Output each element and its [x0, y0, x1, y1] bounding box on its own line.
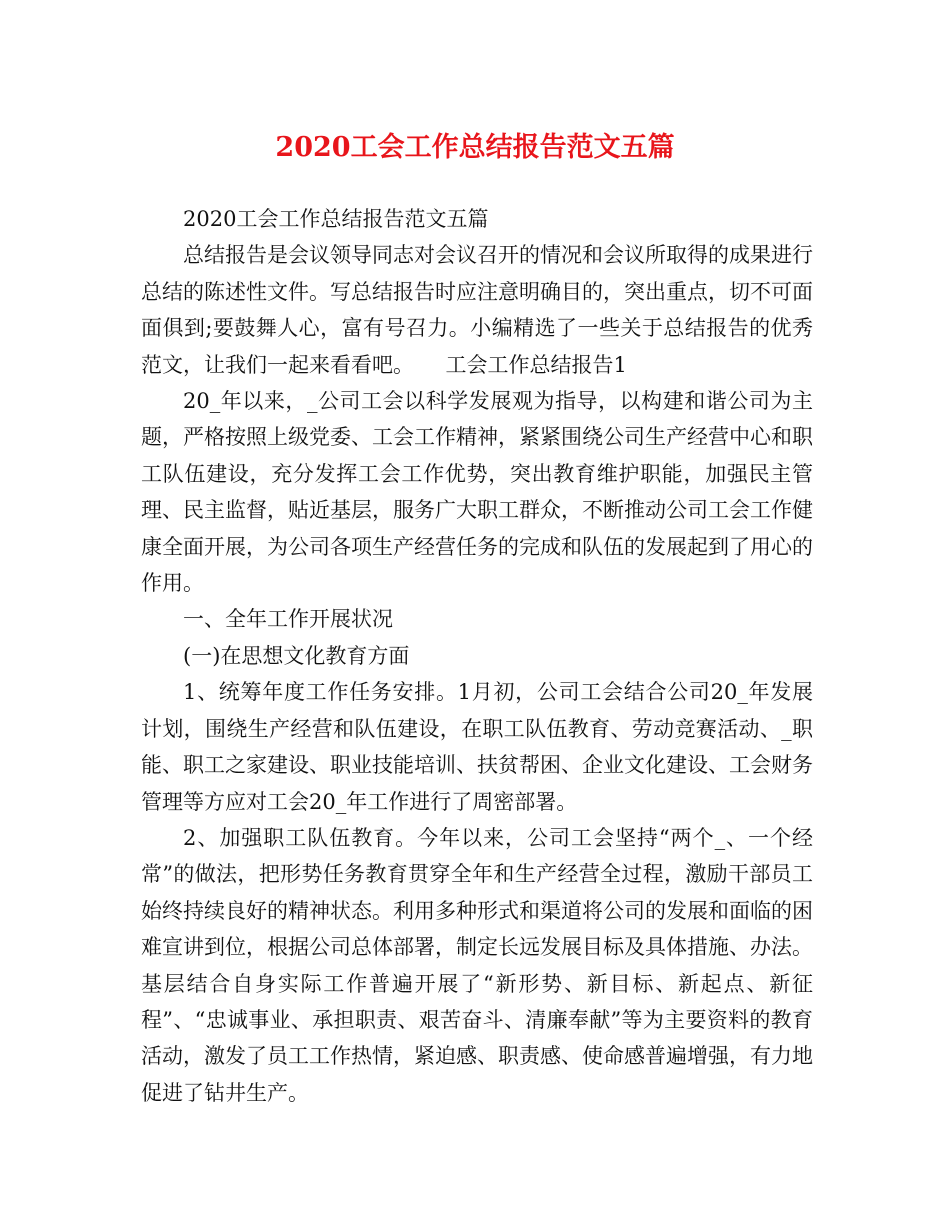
paragraph-item-1: 1、统筹年度工作任务安排。1月初，公司工会结合公司20_年发展计划，围绕生产经营和队伍建设，在职工队伍教育、劳动竞赛活动、_职能、职工之家建设、职业技能培训、扶贫帮困、企业文化建设、工会财务管理等方应对工会20_年工作进行了周密部署。: [141, 680, 813, 814]
document-body: [141, 201, 813, 1111]
paragraph-overview: 20_年以来，_公司工会以科学发展观为指导，以构建和谐公司为主题，严格按照上级党委、工会工作精神，紧紧围绕公司生产经营中心和职工队伍建设，充分发挥工会工作优势，突出教育维护职能，加强民主管理、民主监督，贴近基层，服务广大职工群众，不断推动公司工会工作健康全面开展，为公司各项生产经营任务的完成和队伍的发展起到了用心的作用。: [141, 389, 813, 596]
paragraph-intro: 总结报告是会议领导同志对会议召开的情况和会议所取得的成果进行总结的陈述性文件。写总结报告时应注意明确目的，突出重点，切不可面面俱到;要鼓舞人心，富有号召力。小编精选了一些关于总结报告的优秀范文，让我们一起来看看吧。 工会工作总结报告1: [141, 243, 813, 377]
paragraph-heading: 2020工会工作总结报告范文五篇: [183, 207, 489, 231]
document-title: 2020工会工作总结报告范文五篇: [275, 132, 675, 163]
subsection-heading: (一)在思想文化教育方面: [183, 643, 410, 668]
paragraph-item-2: 2、加强职工队伍教育。今年以来，公司工会坚持“两个_、一个经常”的做法，把形势任务教育贯穿全年和生产经营全过程，激励干部员工始终持续良好的精神状态。利用多种形式和渠道将公司的发展和面临的困难宣讲到位，根据公司总体部署，制定长远发展目标及具体措施、办法。基层结合自身实际工作普遍开展了“新形势、新目标、新起点、新征程”、“忠诚事业、承担职责、艰苦奋斗、清廉奉献”等为主要资料的教育活动，激发了员工工作热情，紧迫感、职责感、使命感普遍增强，有力地促进了钻井生产。: [141, 825, 813, 1105]
section-heading: 一、全年工作开展状况: [183, 607, 393, 632]
